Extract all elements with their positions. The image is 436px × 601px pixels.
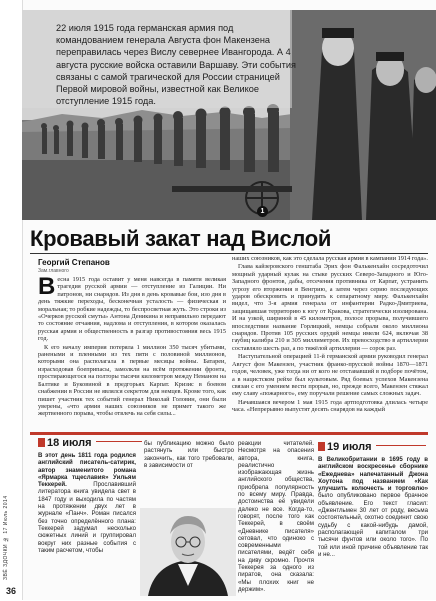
author-role: Зам.главного (38, 268, 69, 274)
anniversary-column-3 (238, 440, 314, 593)
anniversary-text: было опубликовано первое брачное объявление. Его текст гласил: «Джентльмен 30 лет от роду, весьма состоятельный, охотно соединит свою судьбу с какой-нибудь дамой, располагающей капиталом три тысячи фунтов или около того». По той или иной причине объявление так и не... (318, 492, 428, 558)
date-heading-right: 19 июля (318, 441, 426, 453)
article-headline: Кровавый закат над Вислой (30, 226, 332, 251)
article-column-right (232, 255, 428, 428)
article-paragraph: К его началу империя потеряла 1 миллион 350 тысяч убитыми, ранеными и пленными из тех пяти с половиной миллионов, которыми она располагала в первые месяцы войны. Батареи, израсходовав боеприпасы, замолкли на всём протяжении фронта, простирающегося на полторы тысячи километров между Неманом на Балтике и Буковиной в предгорьях Карпат. Кризис в боевом снабжении в России не являлся секретом для немцев. Кроме того, как пишет участник тех событий генерал Николай Головин, они были уверены, «что армия наших союзников не примет такого же жертвенного порыва, чтобы отвлечь на себя силы... (38, 343, 226, 418)
anniversary-column-1 (38, 452, 136, 594)
article-paragraph: Весна 1915 года оставит у меня навсегда в памяти великая трагедия русской армии — отступление из Галиции. Ни патронов, ни снарядов. Из дня в день кровавые бои, изо дня в день тяжкие переходы, бесконечная усталость — физическая и моральная; то робкие надежды, то беспросветная жуть. Это строки из «Очерков русской смуты» Антона Деникина и неправильно передают то состояние отчаяния, надлома и отступления, в котором оказалась русская армия и общественность в разгар противостояния весь 1915 год. (38, 273, 226, 343)
drop-cap: В (38, 273, 56, 300)
headline-divider (30, 253, 428, 254)
section-divider (30, 432, 428, 435)
page-number: 36 (6, 586, 17, 596)
photo-number-badge: 1 (257, 206, 268, 217)
article-paragraph: Начавшаяся вечером 1 мая 1915 года артподготовка длилась четыре часа. «Непрерывно выпустят десять снарядов на каждый (232, 398, 428, 414)
thackeray-portrait (140, 508, 236, 596)
article-column-left (38, 273, 226, 428)
historical-photo (22, 10, 436, 220)
date-marker-icon (318, 442, 325, 451)
article-paragraph: Глава кайзеровского генштаба Эрих фон Фалькенхайн сосредоточил мощный ударный кулак на стыке русских Северо-Западного и Юго-Западного фронтов, дабы, отсечения противника от Карпат, устранить угрозу его вторжения в Венгрию, а затем через серию последующих ударов обескровить и принудить к сепаратному миру. Фалькенхайн видел, что 3-я армия генерала от инфантерии Радко-Дмитриева, защищавшая территорию к югу от Кракова, стратегически изолирована. И на узкой, шириной в 45 километров, полосе прорыва, получившего впоследствии название Горлицкий, немцы собрали около миллиона снарядов. Против 105 русских орудий немцы имели 624, включая 38 гаубиц калибра 210 и 305 миллиметров. Их превосходство в артиллерии составляло шесть раз, а по тяжёлой артиллерии — сорок раз. (232, 263, 428, 352)
article-paragraph: наших союзников, как это сделала русская армия в кампании 1914 года». (232, 255, 428, 262)
anniversary-text: Прославивший литератора книга увидела свет в 1847 году и выходила по частям на протяжении двух лет в журнале «Панч». Роман писался без точно определённого плана: Теккерей задумал несколько сюжетных линий и группировал вокруг них разные события с таким расчетом, чтобы (38, 481, 136, 554)
portrait-illustration (140, 508, 236, 596)
author-name: Георгий Степанов (38, 258, 110, 267)
magazine-issue-label: ЗВЁ ЗДОЧКИ № 17 Июль 2014 (3, 495, 9, 580)
anniversary-column-4 (318, 456, 428, 594)
article-paragraph: Наступательной операцией 11-й германской армии руководил генерал Август фон Макензен, участник франко-прусской войны 1870—1871 годов, человек, уже тогда ни от кого не отстававший в подборе почётом, а в нацистском рейхе был культовым. Ряд боевых успехов Макензена связан с его умением вести прорыв, но, прежде всего, Макензен стяжал ему славу «пожарного», ему поручали решение самых сложных задач. (232, 353, 428, 398)
date-marker-icon (38, 438, 45, 447)
page-spine (0, 0, 23, 600)
anniversary-lead: В Великобритании в 1695 году в английском воскресенье сборнике «Ежеднева» напечатанный Джона Хоутона под названием «Как улучшить колючесть и торговлю» (318, 456, 428, 493)
anniversary-lead: В этот день 1811 года родился английский писатель-сатирик, автор знаменитого романа «Ярмарка тщеславия» Уильям Теккерей. (38, 452, 136, 489)
anniversary-column-2 (144, 440, 234, 508)
photo-caption: 22 июля 1915 года германская армия под командованием генерала Августа фон Макензена переправилась через Вислу севернее Ивангорода. А 4 августа русские войска оставили Варшаву. Эти события связаны с самой трагической для России страницей Первой мировой войны, известной как Великое отступление 1915 года. (56, 23, 296, 107)
anniversary-text: бы публикацию можно было растянуть или быстро закончить, как того требовали, в зависимости от (144, 440, 234, 469)
anniversary-text: реакции читателей. Несмотря на опасения автора, книга, реалистично изображающая жизнь английского общества, приобрела популярность по всему миру. Правда, достоинства её увидели далеко не все. Когда-то, говорят, после того как Теккерей, в своём «Дневнике писателя» сетовал, что одиноко с современными писателями, ведёт себя на диву скромно. Прочтя Теккерея за одного из пиратов, она сказала: «Мы плохих книг не держим». (238, 440, 314, 593)
date-heading-left: 18 июля (38, 437, 142, 449)
